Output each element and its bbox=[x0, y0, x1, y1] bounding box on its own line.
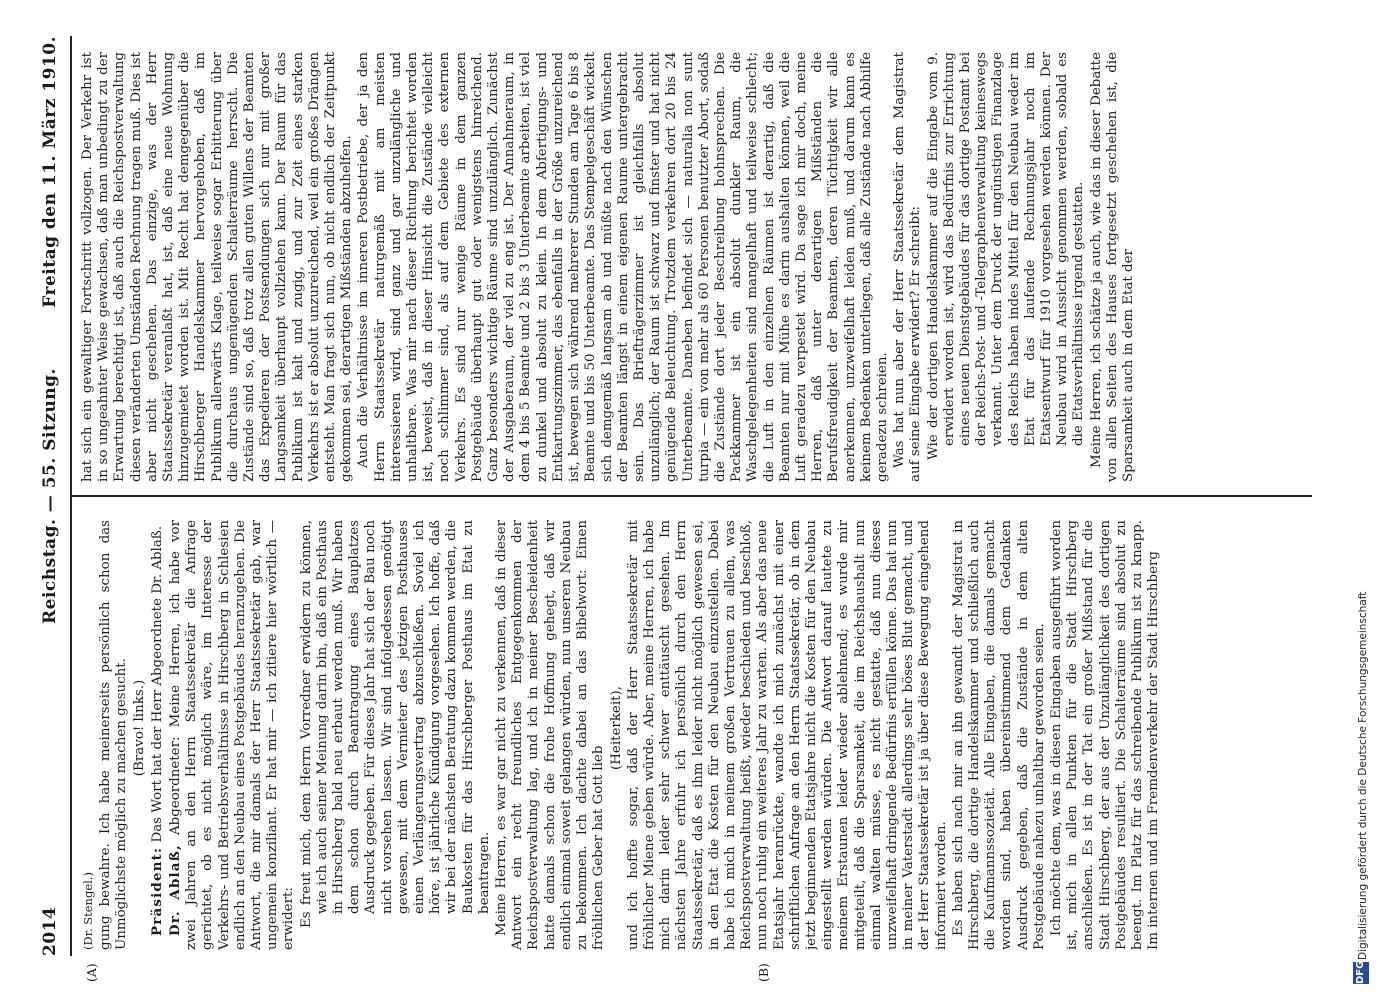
page-header bbox=[40, 36, 66, 956]
left-column bbox=[80, 520, 1310, 950]
digitization-stamp: Digitalisierung gefördert durch die Deutsche Forschungsgemeinschaft bbox=[1357, 591, 1369, 960]
paragraph: Meine Herren, es war gar nicht zu verkennen, daß in dieser Antwort ein recht freundliches Entgegenkommen der Reichspostverwaltung lag, und ich in meiner Bescheidenheit hatte damals schon die frohe Hoffnung gehegt, daß wir endlich einmal soweit gelangen würden, nun unseren Neubau zu bekommen. Ich dachte dabei an das Bibelwort: Einen fröhlichen Geber hat Gott lieb bbox=[494, 520, 607, 950]
margin-marker-b: (B) bbox=[756, 963, 771, 982]
paragraph: Es haben sich nach mir an ihn gewandt der Magistrat in Hirschberg, die dortige Handelskammer und schließlich auch die Kaufmannssozietät. Alle Eingaben, die damals gemacht worden sind, haben übereinstimmend dem Gedanken Ausdruck gegeben, daß die Zustände in dem alten Postgebäude nahezu unhaltbar geworden seien. bbox=[950, 520, 1047, 950]
paragraph: und ich hoffte sogar, daß der Herr Staatssekretär mit fröhlicher Miene geben würde. Aber, meine Herren, ich habe mich darin leider sehr schwer enttäuscht gesehen. Im nächsten Jahre erfuhr ich persönlich durch den Herrn Staatssekretär, daß es ihm leider nicht möglich gewesen sei, in den Etat die Kosten für den Neubau einzustellen. Dabei habe ich mich in meinem großen Vertrauen zu allem, was Reichspostverwaltung heißt, wieder beschieden und beschloß, nun noch ruhig ein weiteres Jahr zu warten. Als aber das neue Etatsjahr heranrückte, wandte ich mich zunächst mit einer schriftlichen Anfrage an den Herrn Staatssekretär, ob in dem jetzt beginnenden Etatsjahre nicht die Kosten für den Neubau eingestellt werden würden. Die Antwort darauf lautete zu meinem Erstaunen leider wieder ablehnend; es wurde mir mitgeteilt, daß die Sparsamkeit, die im Reichshaushalt nun einmal walten müsse, es nicht gestatte, daß nun dieses unzweifelhaft dringende Bedürfnis erfüllen könne. Das hat nun in meiner Vaterstadt allerdings sehr böses Blut gemacht, und der Herr Staatssekretär ist ja über diese Bewegung eingehend informiert worden. bbox=[625, 520, 949, 950]
president-paragraph bbox=[149, 520, 166, 950]
page-number: 2014 bbox=[40, 906, 60, 956]
speaker-role: Abgeordneter: bbox=[168, 736, 184, 836]
paragraph: gung bewahre. Ich habe meinerseits persönlich schon das Unmöglichste möglich zu machen gesucht. bbox=[98, 520, 130, 950]
quoted-text: Es freut mich, dem Herrn Vorredner erwidern zu können, wie ich auch seiner Meinung darin bin, daß ein Posthaus in Hirschberg bald neu erbaut werden muß. Wir haben dem schon durch Beantragung eines Bauplatzes Ausdruck gegeben. Für dieses Jahr hat sich der Bau noch nicht vorsehen lassen. Wir sind infolgedessen genötigt gewesen, mit dem Vermieter des jetzigen Posthauses einen Verlängerungsvertrag abzuschließen. Soviel ich höre, ist jährliche Kündigung vorgesehen. Ich hoffe, daß wir bei der nächsten Beratung dazu kommen werden, die Baukosten für das Hirschberger Posthaus im Etat zu beantragen. bbox=[298, 520, 492, 928]
paragraph: hat sich ein gewaltiger Fortschritt vollzogen. Der Verkehr ist in so ungeahnter Weise gewachsen, daß man unbedingt zu der Erwartung berechtigt ist, daß auch die Reichspostverwaltung diesen veränderten Umständen Rechnung tragen muß. Dies ist aber nicht geschehen. Das einzige, was der Herr Staatssekretär veranlaßt hat, ist, daß eine neue Wohnung hinzugemietet worden ist. Mit Recht hat demgegenüber die Hirschberger Handelskammer hervorgehoben, daß im Publikum allerwärts Klage, teilweise sogar Erbitterung über die durchaus ungenügenden Schalterräume herrscht. Die Zustände sind so, daß trotz allen guten Willens der Beamten das Expedieren der Postsendungen sich nur mit großer Langsamkeit überhaupt vollziehen kann. Der Raum für das Publikum ist kalt und zugig, und zur Zeit eines starken Verkehrs ist er absolut unzureichend, weil ein großes Drängen entsteht. Man fragt sich nun, ob nicht endlich der Zeitpunkt gekommen sei, derartigen Mißständen abzuhelfen. bbox=[80, 52, 355, 482]
paragraph: Ich möchte dem, was in diesen Eingaben ausgeführt worden ist, mich in allen Punkten für die Stadt Hirschberg anschließen. Es ist in der Tat ein großer Mißstand für die Stadt Hirschberg, der aus der Unzulänglichkeit des dortigen Postgebäudes resultiert. Die Schalterräume sind absolut zu beengt. Im Platz für das schreibende Publikum ist zu knapp. Im internen und im Fremdenverkehr der Stadt Hirschberg bbox=[1048, 520, 1162, 950]
dfg-logo-icon: DFG bbox=[1353, 962, 1369, 984]
applause-note: (Bravo! links.) bbox=[131, 679, 147, 777]
speaker-name: Dr. Ablaß, bbox=[167, 844, 184, 936]
paragraph: Meine Herren, ich schätze ja auch, wie das in dieser Debatte von allen Seiten des Hauses fortgesetzt geschehen ist, die Sparsamkeit auch in dem Etat der bbox=[1088, 52, 1136, 482]
speaker-tag: (Dr. Stengel.) bbox=[81, 872, 95, 950]
laughter-note: (Heiterkeit), bbox=[608, 686, 624, 770]
speech-paragraph bbox=[167, 520, 298, 950]
margin-marker-a: (A) bbox=[84, 963, 99, 982]
paragraph: Auch die Verhältnisse im inneren Postbetriebe, der ja den Herrn Staatssekretär naturgemäß mit am meisten interessieren wird, sind ganz und gar unzulängliche und unhaltbare. Was mir nach dieser Richtung berichtet worden ist, beweist, daß in dieser Hinsicht die Zustände vielleicht noch schlimmer sind, als auf dem Gebiete des externen Verkehrs. Es sind nur wenige Räume in dem ganzen Postgebäude überhaupt gut oder wenigstens hinreichend. Ganz besonders wichtige Räume sind unzulänglich. Zunächst der Ausgaberaum, der viel zu eng ist. Der Annahmeraum, in dem 4 bis 5 Beamte und 2 bis 3 Unterbeamte arbeiten, ist viel zu dunkel und absolut zu klein. In dem Abfertigungs- und Entkartungszimmer, das ebenfalls in der Größe unzureichend ist, bewegen sich während mehrerer Stunden am Tage 6 bis 8 Beamte und bis 50 Unterbeamte. Das Stempelgeschäft wickelt sich demgemäß langsam ab und müßte nach den Wünschen der Beamten längst in einem eigenen Raume untergebracht sein. Das Briefträgerzimmer ist gleichfalls absolut unzulänglich; der Raum ist schwarz und finster und hat nicht genügende Beleuchtung. Trotzdem verkehren dort 20 bis 24 Unterbeamte. Daneben befindet sich — naturalia non sunt turpia — ein von mehr als 60 Personen benutzter Abort, sodaß die Zustände dort jeder Beschreibung hohnsprechen. Die Packkammer ist ein absolut dunkler Raum, die Waschgelegenheiten sind mangelhaft und teilweise schlecht; die Luft in den einzelnen Räumen ist derartig, daß die Beamten nur mit Mühe es darin aushalten können, weil die Luft geradezu verpestet wird. Da sage ich mir doch, meine Herren, daß unter derartigen Mißständen die Berufsfreudigkeit der Beamten, deren Tüchtigkeit wir alle anerkennen, unzweifelhaft leiden muß, und darum kann es keinem Bedenken unterliegen, daß alle Zustände nach Abhilfe geradezu schreien. bbox=[356, 52, 890, 482]
president-label: Präsident: bbox=[148, 846, 165, 936]
quoted-text: Wie der dortigen Handelskammer auf die Eingabe vom 9. erwidert worden ist, wird das Bedürfnis zur Errichtung eines neuen Dienstgebäudes für das dortige Postamt bei der Reichs-Post- und -Telegraphenverwaltung keineswegs verkannt. Unter dem Druck der ungünstigen Finanzlage des Reichs haben indes Mittel für den Neubau weder im Etat für das laufende Rechnungsjahr noch im Etatsentwurf für 1910 vorgesehen werden können. Der Neubau wird in Aussicht genommen werden, sobald es die Etatsverhältnisse irgend gestatten. bbox=[925, 52, 1087, 460]
right-column bbox=[80, 52, 1310, 482]
session-title: Reichstag. — 55. Sitzung. bbox=[40, 368, 60, 624]
paragraph: Was hat nun aber der Herr Staatssekretär dem Magistrat auf seine Eingabe erwidert? Er schreibt: bbox=[892, 52, 924, 482]
president-text: Das Wort hat der Herr Abgeordnete Dr. Ablaß. bbox=[149, 525, 165, 843]
session-date: Freitag den 11. März 1910. bbox=[40, 36, 60, 308]
speech-text: Meine Herren, ich habe vor zwei Jahren an den Herrn Staatssekretär die Anfrage gerichtet, ob es nicht möglich wäre, im Interesse der Verkehrs- und Betriebsverhältnisse in Hirschberg in Schlesien endlich an den Neubau eines Postgebäudes heranzugehen. Die Antwort, die mir damals der Herr Staatssekretär gab, war ungemein konziliant. Er hat mir — ich zitiere hier wörtlich — erwidert: bbox=[168, 520, 297, 950]
page-content bbox=[40, 36, 1340, 982]
column-divider bbox=[72, 495, 1312, 497]
